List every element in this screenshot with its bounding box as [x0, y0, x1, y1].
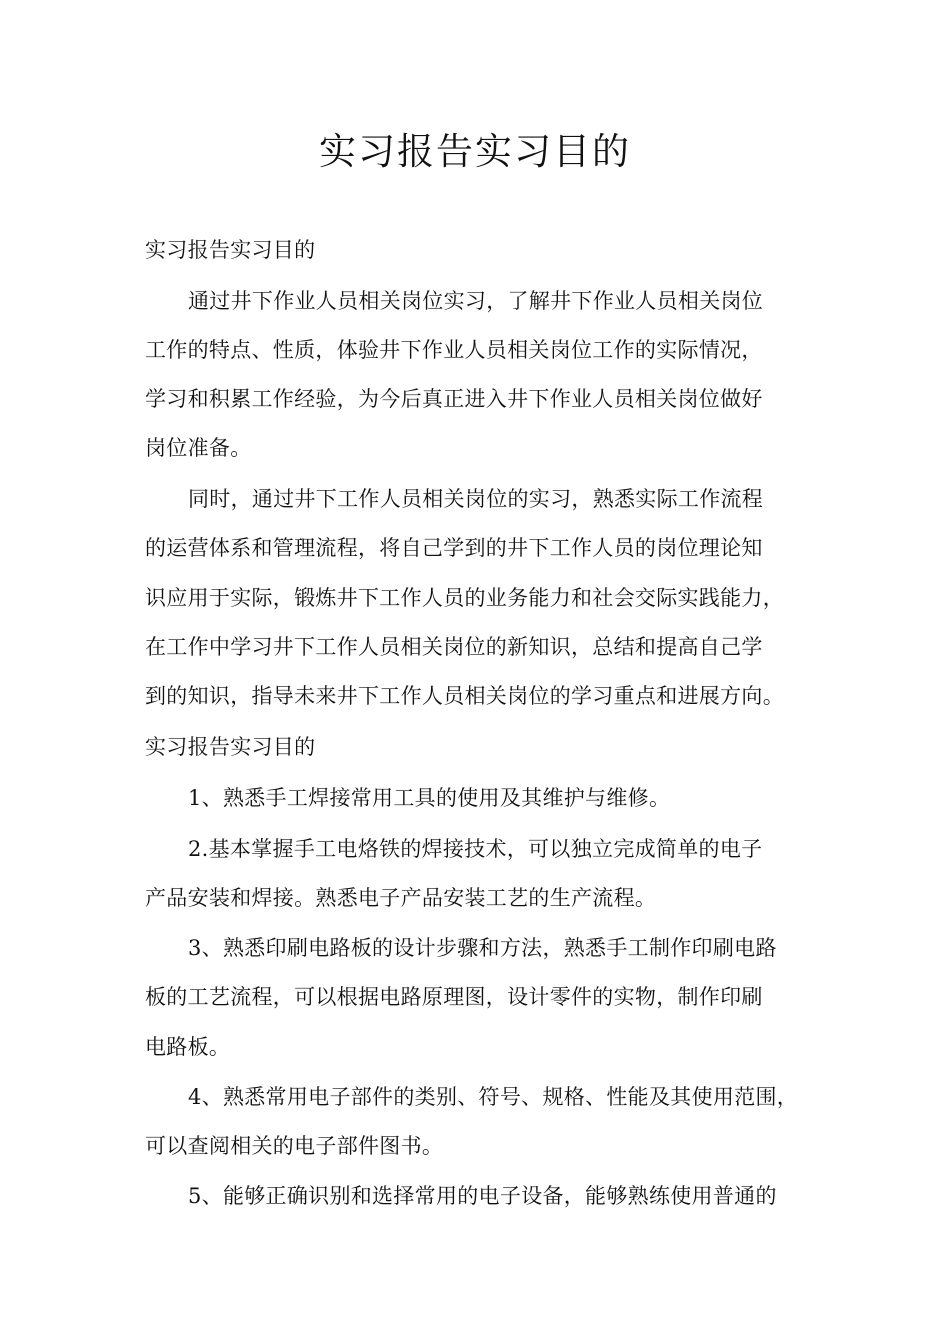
list-item-line: 2.基本掌握手工电烙铁的焊接技术，可以独立完成简单的电子 — [188, 837, 763, 861]
section-heading: 实习报告实习目的 — [145, 735, 316, 759]
paragraph-line: 在工作中学习井下工作人员相关岗位的新知识，总结和提高自己学 — [145, 635, 763, 659]
paragraph-line: 识应用于实际，锻炼井下工作人员的业务能力和社会交际实践能力， — [145, 586, 784, 610]
paragraph-line: 工作的特点、性质，体验井下作业人员相关岗位工作的实际情况， — [145, 338, 763, 362]
paragraph-line: 通过井下作业人员相关岗位实习，了解井下作业人员相关岗位 — [188, 289, 764, 313]
list-item-line: 电路板。 — [145, 1035, 231, 1059]
paragraph-line: 的运营体系和管理流程，将自己学到的井下工作人员的岗位理论知 — [145, 536, 763, 560]
list-item-line: 产品安装和焊接。熟悉电子产品安装工艺的生产流程。 — [145, 886, 657, 910]
list-item-line: 1、熟悉手工焊接常用工具的使用及其维护与维修。 — [188, 786, 671, 810]
paragraph-line: 岗位准备。 — [145, 436, 252, 460]
section-heading: 实习报告实习目的 — [145, 238, 316, 262]
paragraph-line: 到的知识，指导未来井下工作人员相关岗位的学习重点和进展方向。 — [145, 684, 784, 708]
document-title: 实习报告实习目的 — [319, 130, 631, 173]
paragraph-line: 学习和积累工作经验，为今后真正进入井下作业人员相关岗位做好 — [145, 387, 763, 411]
list-item-line: 可以查阅相关的电子部件图书。 — [145, 1134, 444, 1158]
list-item-line: 3、熟悉印刷电路板的设计步骤和方法，熟悉手工制作印刷电路 — [188, 936, 777, 960]
list-item-line: 4、熟悉常用电子部件的类别、符号、规格、性能及其使用范围， — [188, 1085, 799, 1109]
list-item-line: 5、能够正确识别和选择常用的电子设备，能够熟练使用普通的 — [188, 1184, 777, 1208]
list-item-line: 板的工艺流程，可以根据电路原理图，设计零件的实物，制作印刷 — [145, 985, 763, 1009]
paragraph-line: 同时，通过井下工作人员相关岗位的实习，熟悉实际工作流程 — [188, 487, 764, 511]
